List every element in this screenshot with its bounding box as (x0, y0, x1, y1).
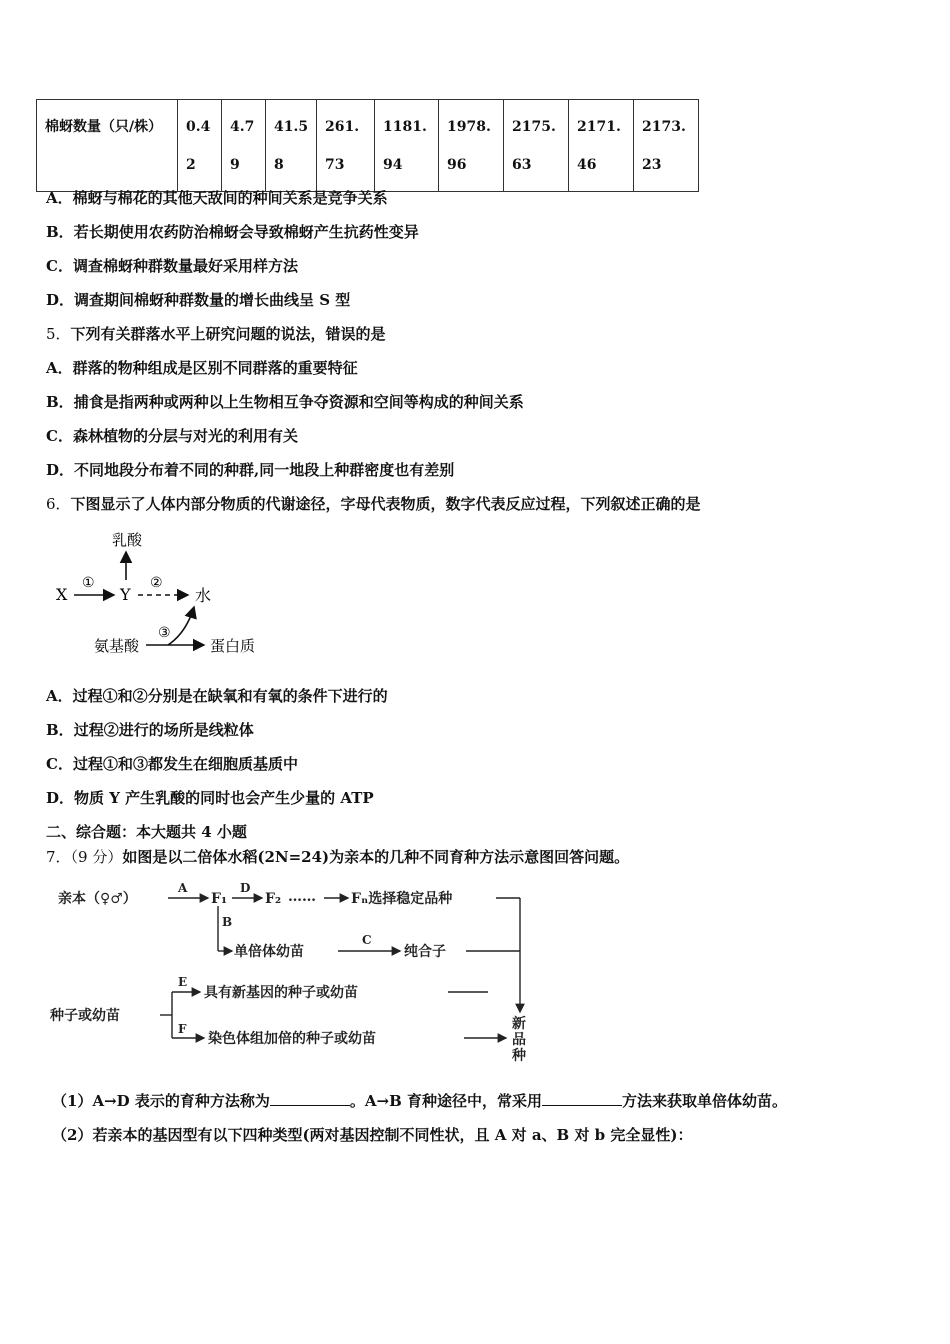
lactic-acid-label: 乳酸 (112, 531, 143, 549)
f1-label: F₁ (211, 891, 228, 907)
new-variety-char: 种 (512, 1048, 526, 1064)
seed-label: 种子或幼苗 (50, 1008, 120, 1024)
f2-label: F₂ (265, 891, 282, 907)
dots-label: …… (288, 889, 316, 905)
table-cell: 2173.23 (634, 100, 699, 192)
answer-blank[interactable] (270, 1091, 350, 1106)
q4-option-a: A．棉蚜与棉花的其他天敌间的种间关系是竞争关系 (46, 189, 388, 207)
q4-option-b: B．若长期使用农药防治棉蚜会导致棉蚜产生抗药性变异 (46, 223, 419, 241)
y-label: Y (120, 585, 131, 604)
aphid-count-table (36, 99, 699, 192)
q5-option-a: A．群落的物种组成是区别不同群落的重要特征 (46, 359, 358, 377)
label-c: C (362, 933, 372, 947)
new-variety-char: 新 (512, 1016, 526, 1032)
parent-label: 亲本（♀♂） (58, 891, 137, 907)
q5-option-c: C．森林植物的分层与对光的利用有关 (46, 427, 298, 445)
newgene-label: 具有新基因的种子或幼苗 (204, 985, 358, 1001)
table-cell: 4.79 (222, 100, 266, 192)
q7-stem: 7．（9 分）如图是以二倍体水稻(2N=24)为亲本的几种不同育种方法示意图回答问题。 (46, 848, 630, 866)
label-d: D (240, 881, 251, 895)
q5-stem: 5．下列有关群落水平上研究问题的说法，错误的是 (46, 325, 386, 343)
step1-label: ① (82, 575, 95, 591)
homozygote-label: 纯合子 (404, 944, 446, 960)
table-cell: 2171.46 (569, 100, 634, 192)
protein-label: 蛋白质 (210, 637, 256, 655)
q6-option-c: C．过程①和③都发生在细胞质基质中 (46, 755, 298, 773)
amino-acid-label: 氨基酸 (94, 637, 140, 655)
q6-option-d: D．物质 Y 产生乳酸的同时也会产生少量的 ATP (46, 789, 374, 807)
label-e: E (178, 975, 188, 989)
answer-blank[interactable] (542, 1091, 622, 1106)
q6-stem: 6．下图显示了人体内部分物质的代谢途径，字母代表物质，数字代表反应过程，下列叙述正确的是 (46, 495, 701, 513)
fn-label: Fₙ选择稳定品种 (351, 891, 453, 907)
q5-option-d: D．不同地段分布着不同的种群,同一地段上种群密度也有差别 (46, 461, 455, 479)
step3-label: ③ (158, 625, 171, 641)
table-cell: 1181.94 (375, 100, 439, 192)
label-a: A (178, 881, 188, 895)
q4-option-d: D．调查期间棉蚜种群数量的增长曲线呈 S 型 (46, 291, 351, 309)
q4-option-c: C．调查棉蚜种群数量最好采用样方法 (46, 257, 298, 275)
table-cell: 1978.96 (439, 100, 504, 192)
section-heading: 二、综合题：本大题共 4 小题 (46, 823, 247, 841)
q7-sub2: （2）若亲本的基因型有以下四种类型(两对基因控制不同性状，且 A 对 a、B 对 b 完全显性)： (52, 1126, 693, 1144)
label-b: B (222, 915, 233, 929)
q5-option-b: B．捕食是指两种或两种以上生物相互争夺资源和空间等构成的种间关系 (46, 393, 524, 411)
table-cell: 41.58 (266, 100, 317, 192)
table-cell: 2175.63 (504, 100, 569, 192)
haploid-label: 单倍体幼苗 (234, 944, 304, 960)
table-cell: 0.42 (178, 100, 222, 192)
new-variety-char: 品 (512, 1032, 526, 1048)
table-cell: 261.73 (317, 100, 375, 192)
step2-label: ② (150, 575, 163, 591)
q7-sub1: （1）A→D 表示的育种方法称为 。A→B 育种途径中，常采用 方法来获取单倍体幼苗。 (52, 1092, 787, 1110)
metabolism-diagram (50, 525, 280, 665)
breeding-diagram (48, 876, 548, 1066)
water-label: 水 (195, 586, 212, 605)
label-f: F (178, 1022, 187, 1036)
doubled-label: 染色体组加倍的种子或幼苗 (208, 1031, 376, 1047)
table-row-label: 棉蚜数量（只/株） (37, 100, 178, 192)
table-row (37, 100, 699, 192)
x-label: X (56, 585, 68, 604)
q6-option-b: B．过程②进行的场所是线粒体 (46, 721, 254, 739)
q6-option-a: A．过程①和②分别是在缺氧和有氧的条件下进行的 (46, 687, 388, 705)
